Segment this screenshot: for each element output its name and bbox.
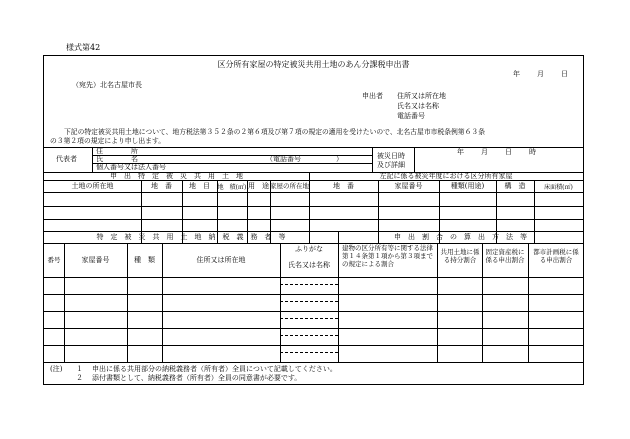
disaster-hour: 時 [529, 148, 536, 156]
taxpayer-section-header: 特 定 被 災 共 用 土 地 納 税 義 務 者 等 [96, 233, 286, 241]
representative-label: 代表者 [56, 155, 77, 163]
form-code: 様式第42 [66, 43, 101, 52]
main-table [44, 56, 583, 384]
tax-col-name: 氏名又は名称 [288, 261, 330, 269]
rep-id-number-label: 個人番号又は法人番号 [96, 163, 166, 171]
date-year: 年 [513, 70, 520, 78]
rep-address-label: 住 所 [96, 147, 138, 155]
disaster-detail-label: 及び詳細 [377, 161, 405, 169]
land-col-lot: 地 番 [151, 182, 172, 190]
ratio-col-law-ratio: 建物の区分所有等に関する法律第１４条第１項から第３項までの規定による割合 [342, 244, 433, 268]
tax-col-address: 住所又は所在地 [196, 256, 246, 264]
date-day: 日 [561, 70, 568, 78]
bldg-col-type: 種類(用途) [450, 182, 485, 190]
bldg-col-structure: 構 造 [504, 182, 526, 190]
ratio-section-header: 申 出 割 合 の 算 出 方 法 等 [394, 233, 527, 241]
tax-col-house-number: 家屋番号 [81, 256, 110, 264]
disaster-month: 月 [481, 148, 488, 156]
land-col-area: 地 積(㎡) [217, 184, 247, 191]
note-1-text: 申出に係る共用部分の納税義務者（所有者）全員について記載してください。 [92, 365, 337, 373]
tax-col-type: 種 類 [134, 256, 155, 264]
note-2-text: 添付書類として、納税義務者（所有者）全員の同意書が必要です。 [92, 374, 302, 382]
rep-phone-label: （電話番号 ） [266, 155, 343, 163]
application-form [43, 55, 584, 385]
building-section-header: 左記に係る被災年度における区分所有家屋 [379, 172, 513, 180]
ratio-col-city-planning: 都市計画税に係る申出割合 [533, 248, 579, 264]
form-title: 区分所有家屋の特定被災共用土地のあん分課税申出書 [217, 60, 410, 69]
disaster-year: 年 [457, 148, 464, 156]
notes-label: (注) [50, 365, 63, 373]
land-col-category: 地 目 [189, 182, 210, 190]
bldg-col-floor-area: 床面積(㎡) [544, 184, 573, 191]
intro-line-2: の３第２項の規定により申し出ます。 [50, 137, 166, 145]
applicant-address: 住所又は所在地 [397, 92, 446, 100]
ratio-col-share: 共用土地に係る持分割合 [440, 248, 480, 264]
bldg-col-house-number: 家屋番号 [394, 182, 423, 190]
applicant-phone: 電話番号 [397, 112, 425, 120]
tax-col-number: 番号 [47, 256, 61, 264]
date-month: 月 [537, 70, 544, 78]
land-section-header: 申 出 特 定 被 災 共 用 土 地 [110, 172, 243, 180]
note-1-num: １ [76, 365, 83, 373]
land-col-use: 用 途 [248, 182, 269, 190]
disaster-date-label: 被災日時 [377, 152, 405, 160]
addressee: （宛先）北名古屋市長 [72, 81, 142, 89]
applicant-name: 氏名又は名称 [397, 102, 439, 110]
tax-col-furigana: ふりがな [295, 245, 323, 253]
land-col-house-location: 家屋の所在地 [270, 182, 309, 190]
ratio-col-fixed-asset: 固定資産税に係る申出割合 [485, 248, 525, 264]
rep-name-label: 氏 名 [96, 155, 138, 163]
disaster-day: 日 [505, 148, 512, 156]
intro-line-1: 下記の特定被災共用土地について、地方税法第３５２条の２第６項及び第７項の規定の適用を受けたいので、北名古屋市市税条例第６３条 [64, 128, 485, 136]
land-col-location: 土地の所在地 [71, 182, 114, 190]
bldg-col-lot: 地 番 [333, 182, 354, 190]
note-2-num: ２ [76, 374, 83, 382]
applicant-label: 申出者 [362, 92, 383, 100]
